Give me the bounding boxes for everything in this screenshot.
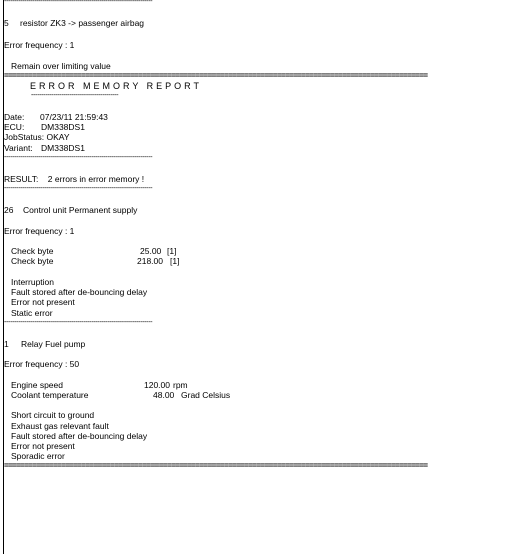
value-number: 25.00 <box>140 246 162 256</box>
value-label: Coolant temperature <box>11 390 89 400</box>
title-underline: ------------------------------------------- <box>31 92 119 99</box>
separator-dash: ------------------------------------------------------------------------- <box>4 319 153 326</box>
ecu-value: DM338DS1 <box>41 122 85 132</box>
separator-dash: ------------------------------------------------------------------------- <box>4 154 153 161</box>
variant-label: Variant: <box>4 143 33 153</box>
fault-number: 26 <box>4 205 14 215</box>
value-number: 48.00 <box>153 390 175 400</box>
fault-frequency: Error frequency : 1 <box>4 226 75 236</box>
fault-note: Fault stored after de-bouncing delay <box>11 287 148 297</box>
jobstatus: JobStatus: OKAY <box>4 132 70 142</box>
result-line: RESULT: 2 errors in error memory ! <box>4 174 145 184</box>
value-label: Check byte <box>11 246 54 256</box>
variant-value: DM338DS1 <box>41 143 85 153</box>
value-unit: Grad Celsius <box>181 390 231 400</box>
prev-fault-number: 5 <box>4 18 9 28</box>
separator-dash: ------------------------------------------------------------------------- <box>4 185 153 192</box>
separator-double: ======================================================================================================== <box>4 71 428 80</box>
ecu-label: ECU: <box>4 122 25 132</box>
fault-note: Fault stored after de-bouncing delay <box>11 431 148 441</box>
fault-note: Interruption <box>11 277 54 287</box>
separator-dash: ------------------------------------------------------------------------- <box>4 0 153 5</box>
value-unit: [1] <box>167 246 177 256</box>
fault-frequency: Error frequency : 50 <box>4 359 80 369</box>
fault-note: Exhaust gas relevant fault <box>11 421 109 431</box>
fault-note: Short circuit to ground <box>11 410 95 420</box>
value-label: Check byte <box>11 256 54 266</box>
fault-note: Error not present <box>11 441 75 451</box>
fault-name: Control unit Permanent supply <box>23 205 138 215</box>
fault-note: Error not present <box>11 297 75 307</box>
prev-fault-frequency: Error frequency : 1 <box>4 40 75 50</box>
fault-note: Sporadic error <box>11 451 65 461</box>
value-number: 218.00 <box>137 256 163 266</box>
value-number: 120.00 <box>144 380 170 390</box>
fault-number: 1 <box>4 339 9 349</box>
report-title: ERROR MEMORY REPORT <box>30 81 203 91</box>
value-unit: [1] <box>170 256 180 266</box>
left-margin-line <box>3 0 4 554</box>
prev-fault-name: resistor ZK3 -> passenger airbag <box>20 18 145 28</box>
date-value: 07/23/11 21:59:43 <box>40 112 108 122</box>
fault-note: Static error <box>11 308 53 318</box>
date-label: Date: <box>4 112 25 122</box>
separator-double: ======================================================================================================== <box>4 461 428 470</box>
fault-name: Relay Fuel pump <box>21 339 86 349</box>
value-label: Engine speed <box>11 380 63 390</box>
value-unit: rpm <box>173 380 188 390</box>
prev-fault-detail: Remain over limiting value <box>11 61 111 71</box>
